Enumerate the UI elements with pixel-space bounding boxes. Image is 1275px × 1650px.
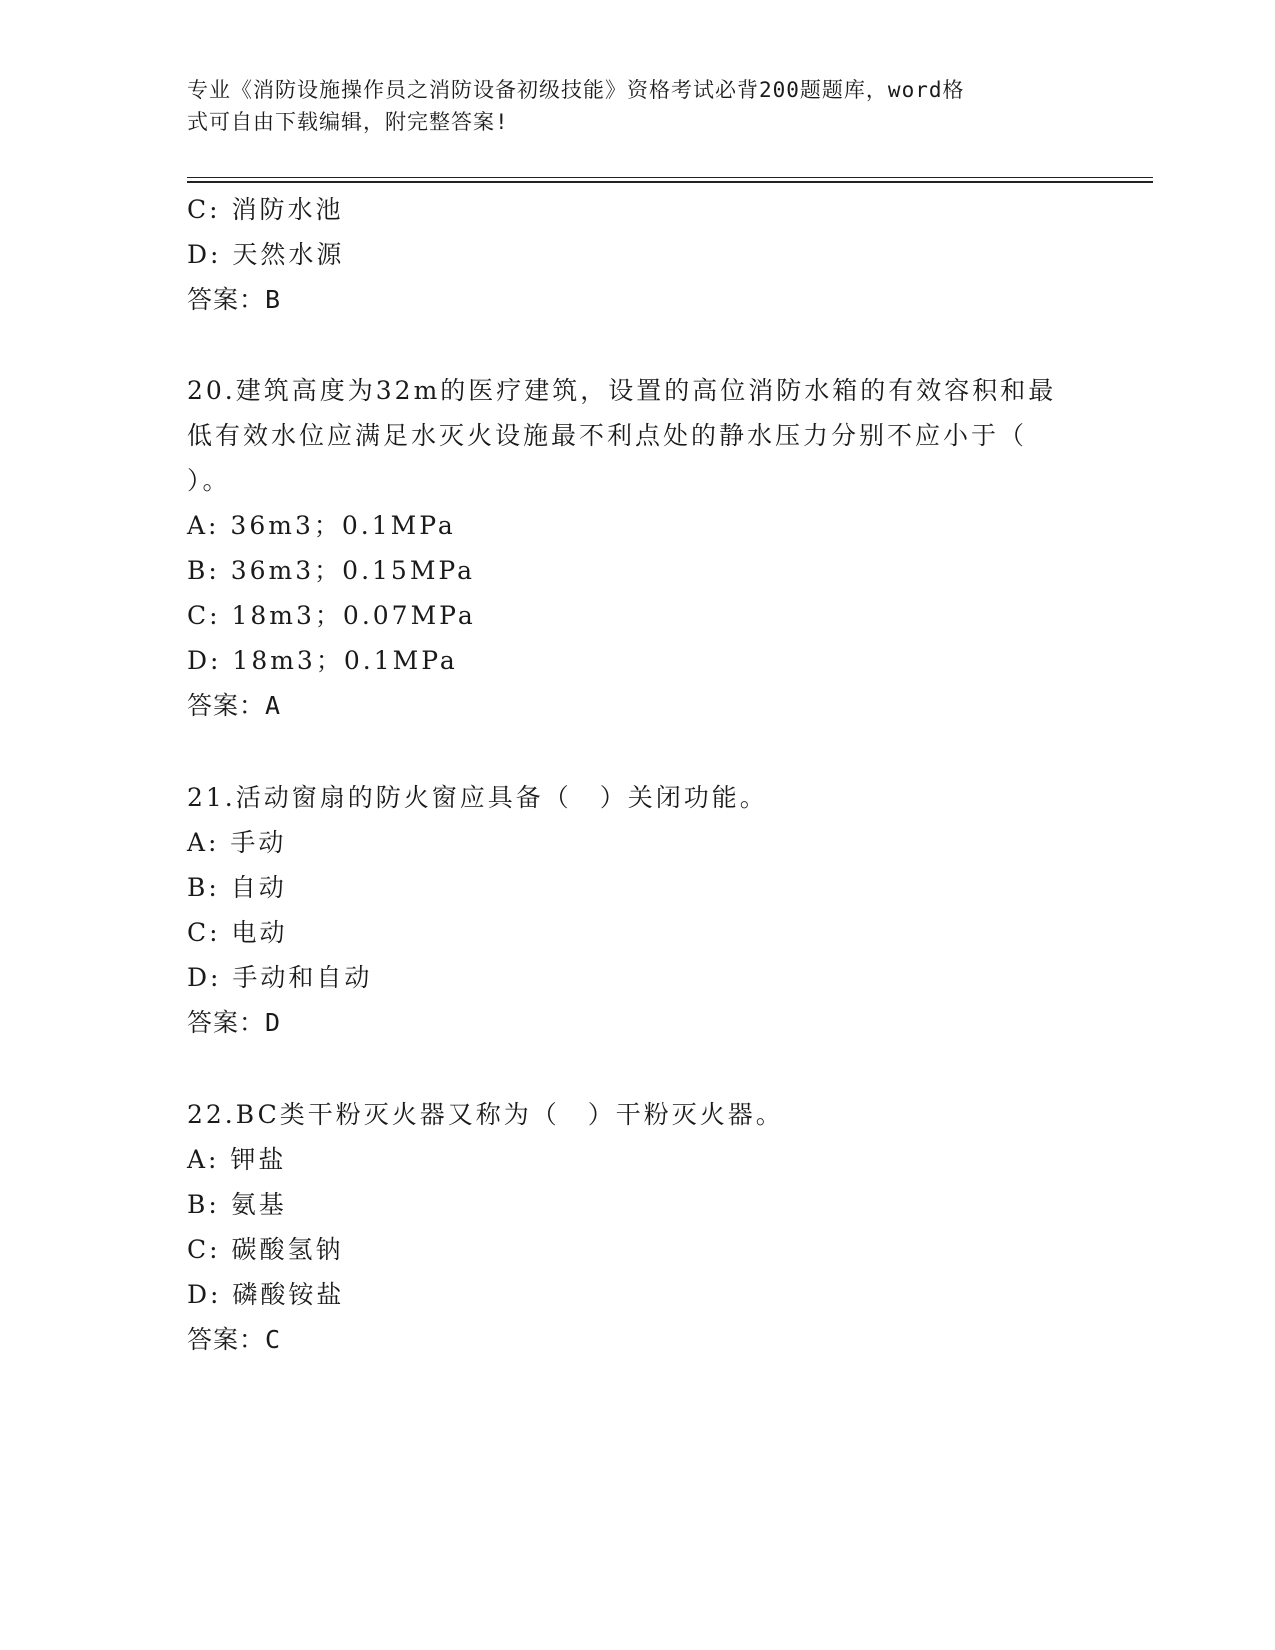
q21-answer: 答案：D <box>187 1008 282 1037</box>
header-line-2: 式可自由下载编辑，附完整答案! <box>187 110 509 134</box>
q22-answer: 答案：C <box>187 1325 282 1354</box>
q20-option-b: B: 36m3；0.15MPa <box>187 556 476 585</box>
q21-option-d: D: 手动和自动 <box>187 963 373 992</box>
q20-option-c: C: 18m3；0.07MPa <box>187 601 476 630</box>
q19-option-c: C: 消防水池 <box>187 195 344 224</box>
q22-stem: 22.BC类干粉灭火器又称为（ ）干粉灭火器。 <box>187 1100 784 1129</box>
q21-option-a: A: 手动 <box>187 828 287 857</box>
q21-option-c: C: 电动 <box>187 918 288 947</box>
q22-option-a: A: 钾盐 <box>187 1145 287 1174</box>
q20-stem-line-1: 20.建筑高度为32m的医疗建筑，设置的高位消防水箱的有效容积和最 <box>187 376 1057 405</box>
q22-option-c: C: 碳酸氢钠 <box>187 1235 344 1264</box>
q19-answer: 答案：B <box>187 285 282 314</box>
header-divider-thick <box>187 181 1153 183</box>
q21-option-b: B: 自动 <box>187 873 287 902</box>
q21-stem: 21.活动窗扇的防火窗应具备（ ）关闭功能。 <box>187 783 768 812</box>
q20-option-d: D: 18m3；0.1MPa <box>187 646 458 675</box>
q20-stem-line-3: ）。 <box>187 466 231 495</box>
document-header <box>187 74 1067 138</box>
header-divider-thin <box>187 177 1153 178</box>
q19-option-d: D: 天然水源 <box>187 240 345 269</box>
q22-option-b: B: 氨基 <box>187 1190 287 1219</box>
q20-option-a: A: 36m3；0.1MPa <box>187 511 456 540</box>
q22-option-d: D: 磷酸铵盐 <box>187 1280 345 1309</box>
q20-answer: 答案：A <box>187 691 282 720</box>
header-line-1: 专业《消防设施操作员之消防设备初级技能》资格考试必背200题题库，word格 <box>187 78 965 102</box>
q20-stem-line-2: 低有效水位应满足水灭火设施最不利点处的静水压力分别不应小于（ <box>187 421 1028 450</box>
